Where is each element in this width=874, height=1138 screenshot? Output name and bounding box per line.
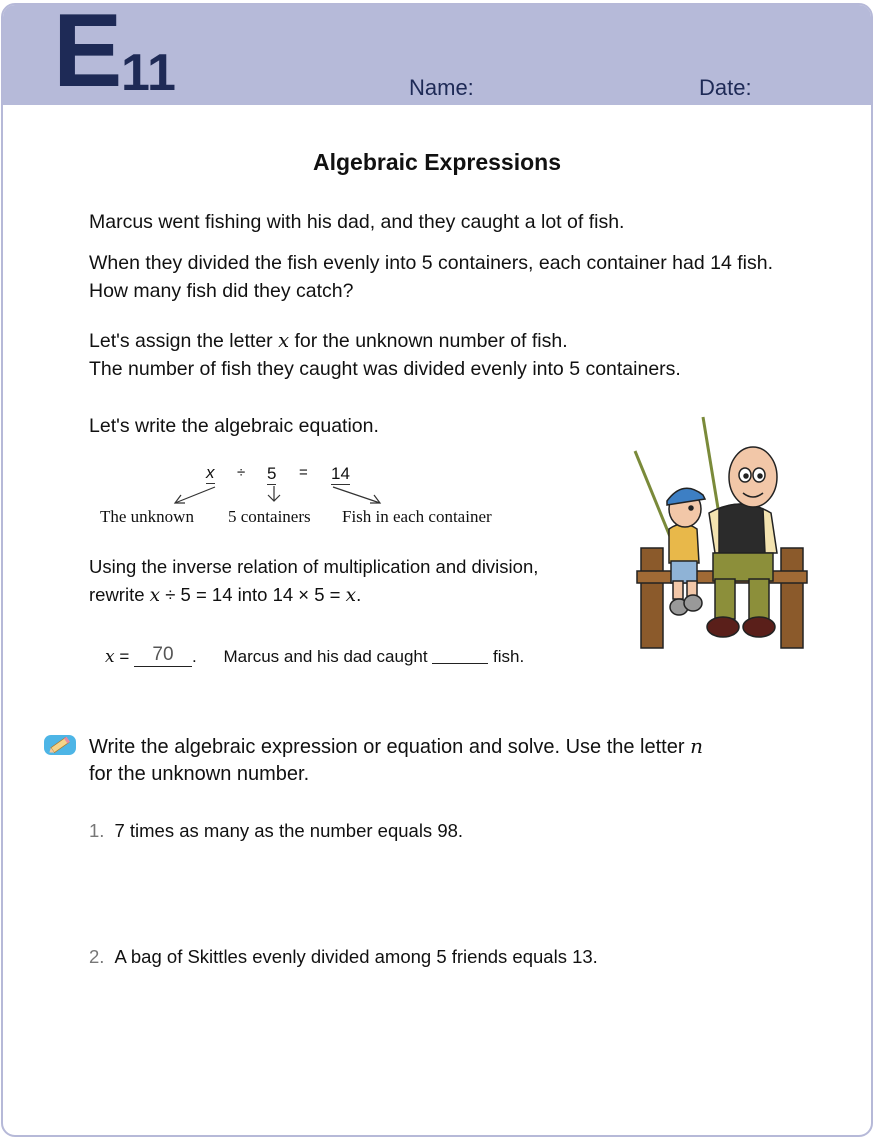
question-text: 7 times as many as the number equals 98.	[114, 820, 464, 841]
eq-div: ÷	[237, 464, 246, 481]
assign-post: for the unknown number of fish.	[289, 330, 568, 352]
label-containers: 5 containers	[228, 507, 311, 526]
pencil-icon	[43, 733, 77, 757]
arrow-fish	[333, 487, 380, 503]
answer-sentence-post: fish.	[493, 647, 525, 666]
page-title: Algebraic Expressions	[313, 149, 561, 175]
question-2	[89, 943, 598, 971]
question-text: A bag of Skittles evenly divided among 5 friends equals 13.	[114, 946, 598, 967]
instruction-var: n	[690, 734, 703, 758]
rewrite-post: .	[356, 584, 362, 605]
worksheet-page	[1, 3, 873, 1137]
eq-divisor: 5	[267, 464, 277, 483]
header-bar	[3, 3, 871, 109]
eq-equals: =	[299, 464, 308, 481]
fishing-illustration	[631, 413, 811, 651]
answer-equals: =	[114, 647, 130, 666]
eq-result: 14	[331, 464, 350, 483]
label-unknown: The unknown	[100, 507, 194, 526]
rewrite-var-1: x	[149, 585, 161, 606]
date-label: Date:	[699, 75, 752, 100]
assign-pre: Let's assign the letter	[89, 330, 279, 352]
question-1	[89, 817, 463, 845]
assign-line	[89, 327, 568, 355]
answer-sentence-pre: Marcus and his dad caught	[223, 647, 428, 666]
instruction-line-1	[89, 732, 703, 761]
eq-var: x	[206, 463, 215, 482]
answer-dot: .	[191, 647, 197, 666]
intro-line-3: How many fish did they catch?	[89, 280, 354, 302]
label-fish: Fish in each container	[342, 507, 492, 526]
assign-var: x	[278, 329, 290, 352]
inverse-line-2	[89, 581, 361, 610]
name-label: Name:	[409, 75, 474, 100]
question-number: 1.	[89, 820, 105, 841]
rewrite-pre: rewrite	[89, 584, 150, 605]
intro-line-1: Marcus went fishing with his dad, and they caught a lot of fish.	[89, 211, 625, 233]
instruction-pre: Write the algebraic expression or equation and solve. Use the letter	[89, 736, 691, 758]
lesson-letter: E	[53, 3, 121, 109]
instruction-line-2: for the unknown number.	[89, 763, 310, 785]
question-number: 2.	[89, 946, 105, 967]
answer-var: x	[105, 647, 115, 667]
inverse-line-1: Using the inverse relation of multiplication and division,	[89, 556, 539, 577]
answer-value[interactable]: 70	[134, 644, 192, 667]
write-equation-line: Let's write the algebraic equation.	[89, 415, 379, 437]
lesson-number: 11	[121, 44, 176, 102]
rewrite-mid: ÷ 5 = 14 into 14 × 5 =	[160, 584, 346, 605]
fish-blank[interactable]	[432, 645, 488, 664]
answer-line	[105, 645, 524, 669]
rewrite-var-2: x	[345, 585, 357, 606]
divided-line: The number of fish they caught was divided evenly into 5 containers.	[89, 358, 681, 380]
intro-line-2: When they divided the fish evenly into 5 containers, each container had 14 fish.	[89, 252, 774, 274]
